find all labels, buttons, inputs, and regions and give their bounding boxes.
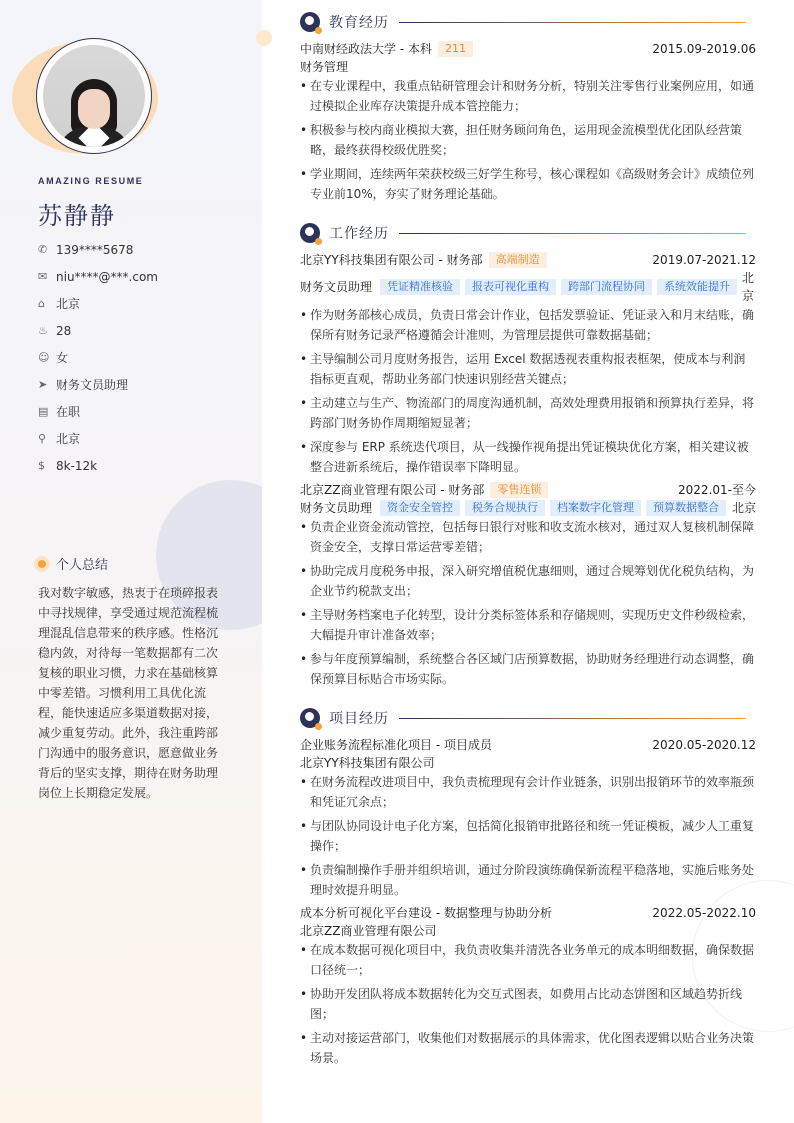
bullet-item: • 在财务流程改进项目中，我负责梳理现有会计作业链条，识别出报销环节的效率瓶颈和凭证冗余点； (300, 772, 756, 812)
job-date: 2022.01-至今 (678, 483, 756, 497)
job-date: 2019.07-2021.12 (652, 253, 756, 267)
job-bullets (300, 305, 756, 477)
job-header (300, 251, 756, 269)
job-subheader (300, 269, 756, 305)
skill-tag: 资金安全管控 (380, 500, 460, 516)
bullet-item: • 主动对接运营部门，收集他们对数据展示的具体需求，优化图表逻辑以贴合业务决策场景。 (300, 1028, 756, 1068)
contact-row (38, 425, 158, 452)
summary-title: 个人总结 (56, 558, 109, 573)
contact-row (38, 398, 158, 425)
work-heading (300, 223, 746, 243)
bullet-item: • 在专业课程中，我重点钻研管理会计和财务分析，特别关注零售行业案例应用，如通过模拟企业库存决策提升成本管控能力； (300, 76, 756, 116)
bullet-item: • 参与年度预算编制，系统整合各区域门店预算数据，协助财务经理进行动态调整，确保预算目标贴合市场实际。 (300, 649, 756, 689)
skill-tags (300, 499, 731, 517)
job-subheader (300, 499, 756, 517)
bullet-item: • 积极参与校内商业模拟大赛，担任财务顾问角色，运用现金流模型优化团队经营策略，最终获得校级优胜奖； (300, 120, 756, 160)
bullet-item: • 负责企业资金流动管控，包括每日银行对账和收支流水核对，通过双人复核机制保障资金安全，支撑日常运营零差错； (300, 517, 756, 557)
brand-label: AMAZING RESUME (38, 176, 144, 186)
project-bullets (300, 940, 756, 1068)
contact-value: 在职 (56, 405, 81, 419)
contact-row (38, 371, 158, 398)
section-icon (300, 223, 320, 243)
bullet-item: • 与团队协同设计电子化方案，包括简化报销审批路径和统一凭证模板，减少人工重复操作； (300, 816, 756, 856)
skill-tag: 凭证精准核验 (380, 279, 460, 295)
skill-tag: 税务合规执行 (465, 500, 545, 516)
sidebar (0, 0, 262, 1123)
industry-tag: 高端制造 (489, 252, 547, 268)
divider (399, 718, 746, 719)
project-company: 北京ZZ商业管理有限公司 (300, 924, 437, 938)
cake-icon: ♨ (38, 323, 48, 337)
contact-row (38, 236, 158, 263)
location-pin-icon: ⚲ (38, 431, 47, 445)
work-block (300, 251, 756, 693)
divider (399, 233, 746, 234)
summary-text: 我对数字敏感，热衷于在琐碎报表中寻找规律，享受通过规范流程梳理混乱信息带来的秩序感。性格沉稳内敛，对待每一笔数据都有二次复核的职业习惯，力求在基础核算中零差错。习惯利用工具优化流程，能快速适应多渠道数据对接，减少重复劳动。此外，我注重跨部门沟通中的服务意识，愿意做业务背后的坚实支撑，期待在财务助理岗位上长期稳定发展。 (38, 586, 219, 800)
skill-tag: 档案数字化管理 (550, 500, 641, 516)
company-name: 北京ZZ商业管理有限公司 - 财务部 (300, 483, 485, 497)
bullet-item: • 在成本数据可视化项目中，我负责收集并清洗各业务单元的成本明细数据，确保数据口径统一； (300, 940, 756, 980)
company-name: 北京YY科技集团有限公司 - 财务部 (300, 253, 483, 267)
bullet-item: • 主动建立与生产、物流部门的周度沟通机制，高效处理费用报销和预算执行差异，将跨部门财务协作周期缩短显著； (300, 393, 756, 433)
contact-value: 北京 (56, 297, 81, 311)
education-date: 2015.09-2019.06 (652, 42, 756, 56)
section-icon (300, 708, 320, 728)
mail-icon: ✉ (38, 269, 48, 283)
gender-icon: ☺ (38, 350, 50, 364)
education-heading (300, 12, 746, 32)
project-name: 成本分析可视化平台建设 - 数据整理与协助分析 (300, 906, 552, 920)
contact-value: 28 (56, 323, 72, 338)
contact-value: 139****5678 (56, 242, 134, 257)
job-bullets (300, 517, 756, 689)
job-role: 财务文员助理 (300, 501, 373, 515)
skill-tag: 预算数据整合 (646, 500, 726, 516)
contact-row (38, 452, 158, 479)
decorative-dot (256, 30, 272, 46)
contact-row (38, 317, 158, 344)
contact-value: 北京 (56, 432, 81, 446)
skill-tags (300, 278, 742, 296)
skill-tag: 跨部门流程协同 (561, 279, 652, 295)
job-title-group (300, 251, 547, 269)
dot-icon (34, 556, 50, 572)
education-bullets (300, 76, 756, 204)
project-block (300, 736, 756, 1072)
contact-value: niu****@***.com (56, 269, 158, 284)
contact-row (38, 344, 158, 371)
project-heading (300, 708, 746, 728)
job-header (300, 481, 756, 499)
candidate-name: 苏静静 (38, 202, 116, 230)
project-header (300, 736, 756, 754)
summary-heading (34, 554, 108, 573)
skill-tag: 系统效能提升 (657, 279, 737, 295)
phone-icon: ✆ (38, 242, 48, 256)
avatar (43, 45, 145, 147)
contact-value: 8k-12k (56, 458, 98, 473)
industry-tag: 零售连锁 (490, 482, 548, 498)
bullet-item: • 主导财务档案电子化转型，设计分类标签体系和存储规则，实现历史文件秒级检索，大幅提升审计准备效率； (300, 605, 756, 645)
major: 财务管理 (300, 60, 349, 74)
contact-row (38, 290, 158, 317)
section-title: 工作经历 (329, 226, 389, 242)
bullet-item: • 协助开发团队将成本数据转化为交互式图表，如费用占比动态饼图和区域趋势折线图； (300, 984, 756, 1024)
contact-row (38, 263, 158, 290)
school-tag: 211 (438, 41, 473, 57)
bullet-item: • 协助完成月度税务申报，深入研究增值税优惠细则，通过合规筹划优化税负结构，为企业节约税款支出； (300, 561, 756, 601)
job-city: 北京 (742, 271, 755, 303)
job-role: 财务文员助理 (300, 280, 373, 294)
bullet-item: • 深度参与 ERP 系统迭代项目，从一线操作视角提出凭证模块优化方案，相关建议被整合进新系统后，操作错误率下降明显。 (300, 437, 756, 477)
contact-value: 女 (56, 351, 69, 365)
bullet-item: • 负责编制操作手册并组织培训，通过分阶段演练确保新流程平稳落地，实施后账务处理时效提升明显。 (300, 860, 756, 900)
send-icon: ➤ (38, 377, 48, 391)
project-header (300, 904, 756, 922)
home-icon: ⌂ (38, 296, 45, 310)
project-date: 2020.05-2020.12 (652, 738, 756, 752)
divider (399, 22, 746, 23)
contact-list (38, 236, 158, 479)
project-bullets (300, 772, 756, 900)
job-city: 北京 (731, 501, 756, 515)
project-name: 企业账务流程标准化项目 - 项目成员 (300, 738, 492, 752)
bullet-item: • 学业期间，连续两年荣获校级三好学生称号，核心课程如《高级财务会计》成绩位列专业前10%，夯实了财务理论基础。 (300, 164, 756, 204)
salary-icon: $ (38, 458, 45, 472)
section-icon (300, 12, 320, 32)
bullet-item: • 主导编制公司月度财务报告，运用 Excel 数据透视表重构报表框架，使成本与利润指标更直观，帮助业务部门快速识别经营关键点； (300, 349, 756, 389)
school-name: 中南财经政法大学 - 本科 (300, 42, 432, 56)
bullet-item: • 作为财务部核心成员，负责日常会计作业，包括发票验证、凭证录入和月末结账，确保所有财务记录严格遵循会计准则，为管理层提供可靠数据基础； (300, 305, 756, 345)
section-title: 教育经历 (329, 15, 389, 31)
job-title-group (300, 481, 548, 499)
project-date: 2022.05-2022.10 (652, 906, 756, 920)
contact-value: 财务文员助理 (56, 378, 129, 392)
project-company: 北京YY科技集团有限公司 (300, 756, 435, 770)
education-block (300, 40, 756, 208)
section-title: 项目经历 (329, 711, 389, 727)
briefcase-icon: ▤ (38, 404, 49, 418)
skill-tag: 报表可视化重构 (465, 279, 556, 295)
